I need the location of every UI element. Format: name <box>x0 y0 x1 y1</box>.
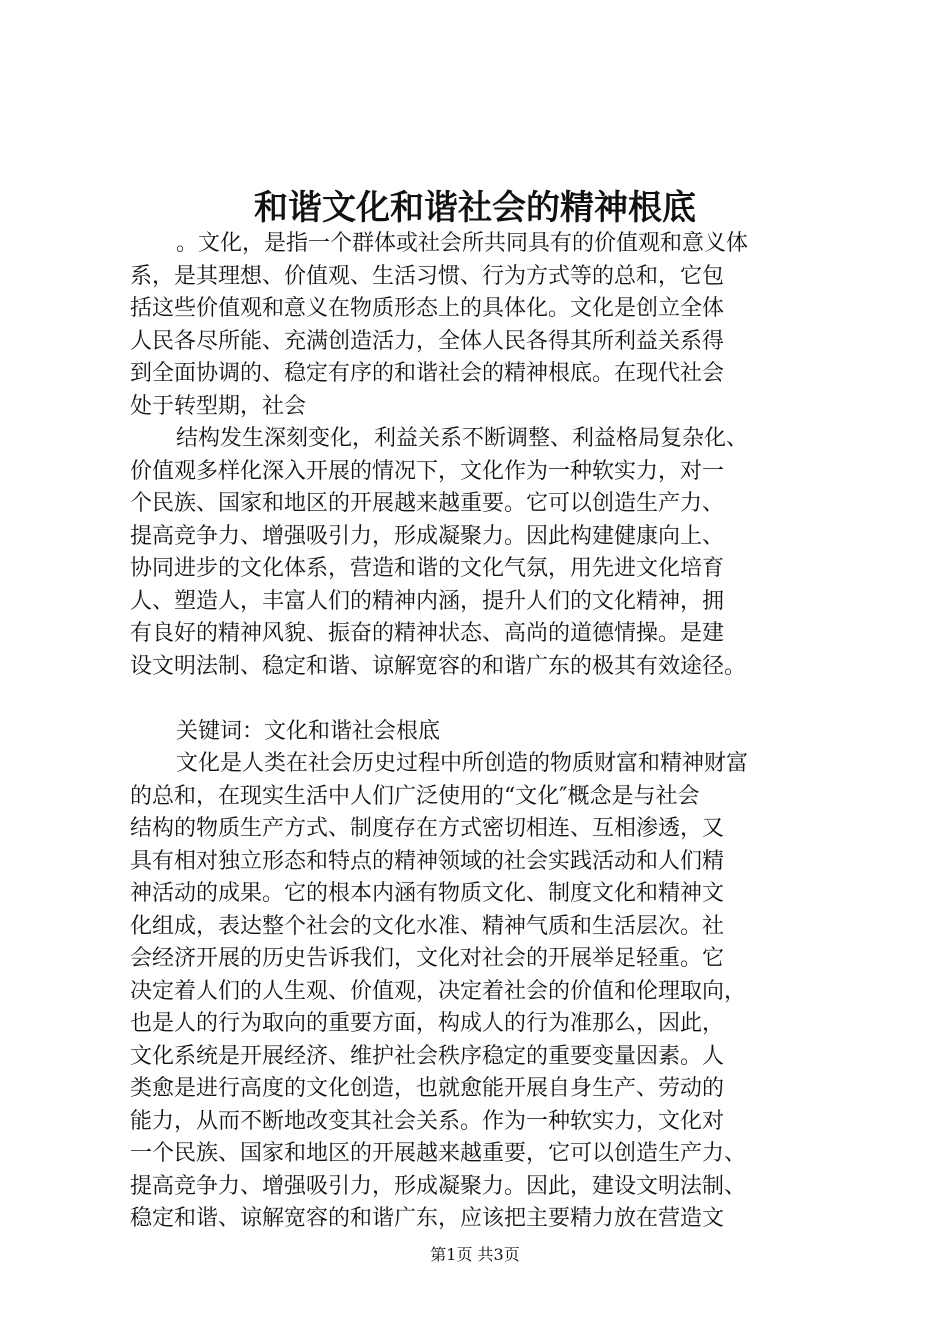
text-line: 括这些价值观和意义在物质形态上的具体化。文化是创立全体 <box>130 296 725 321</box>
blank-line <box>130 683 830 716</box>
text-line: 的总和，在现实生活中人们广泛使用的“文化″概念是与社会 <box>130 783 700 809</box>
text-line: 关键词：文化和谐社会根底 <box>176 718 441 744</box>
text-line: 协同进步的文化体系，营造和谐的文化气氛，用先进文化培育 <box>130 556 725 581</box>
document-title: 和谐文化和谐社会的精神根底 <box>254 188 696 228</box>
text-line: 设文明法制、稳定和谐、谅解宽容的和谐广东的极其有效途径。 <box>130 653 747 679</box>
text-line: 化组成，表达整个社会的文化水准、精神气质和生活层次。社 <box>130 913 725 939</box>
text-line: 价值观多样化深入开展的情况下，文化作为一种软实力，对一 <box>130 458 725 484</box>
document-body <box>130 228 830 1236</box>
text-line: 到全面协调的、稳定有序的和谐社会的精神根底。在现代社会 <box>130 361 725 386</box>
text-line: 神活动的成果。它的根本内涵有物质文化、制度文化和精神文 <box>130 881 725 906</box>
text-line: 具有相对独立形态和特点的精神领域的社会实践活动和人们精 <box>130 848 725 874</box>
text-line: 。文化，是指一个群体或社会所共同具有的价值观和意义体 <box>176 231 749 256</box>
text-line: 类愈是进行高度的文化创造，也就愈能开展自身生产、劳动的 <box>130 1076 725 1101</box>
text-line: 也是人的行为取向的重要方面，构成人的行为准那么，因此， <box>130 1011 725 1036</box>
text-line: 人、塑造人，丰富人们的精神内涵，提升人们的文化精神，拥 <box>130 588 725 614</box>
text-line: 处于转型期，社会 <box>130 393 307 419</box>
page-footer: 第1页 共3页 <box>430 1245 520 1264</box>
text-line: 文化系统是开展经济、维护社会秩序稳定的重要变量因素。人 <box>130 1043 725 1069</box>
text-line: 一个民族、国家和地区的开展越来越重要，它可以创造生产力、 <box>130 1141 747 1166</box>
text-line: 稳定和谐、谅解宽容的和谐广东，应该把主要精力放在营造文 <box>130 1206 725 1231</box>
text-line: 系，是其理想、价值观、生活习惯、行为方式等的总和，它包 <box>130 263 725 289</box>
text-line: 文化是人类在社会历史过程中所创造的物质财富和精神财富 <box>176 751 749 776</box>
text-line: 有良好的精神风貌、振奋的精神状态、高尚的道德情操。是建 <box>130 621 725 646</box>
text-line: 会经济开展的历史告诉我们，文化对社会的开展举足轻重。它 <box>130 946 725 971</box>
text-line: 结构发生深刻变化，利益关系不断调整、利益格局复杂化、 <box>176 426 749 451</box>
text-line: 能力，从而不断地改变其社会关系。作为一种软实力，文化对 <box>130 1108 725 1134</box>
text-line: 人民各尽所能、充满创造活力，全体人民各得其所利益关系得 <box>130 328 725 354</box>
text-line: 决定着人们的人生观、价值观，决定着社会的价值和伦理取向， <box>130 978 747 1004</box>
text-line: 提高竞争力、增强吸引力，形成凝聚力。因此，建设文明法制、 <box>130 1173 747 1199</box>
text-line: 提高竞争力、增强吸引力，形成凝聚力。因此构建健康向上、 <box>130 523 725 549</box>
text-line: 结构的物质生产方式、制度存在方式密切相连、互相渗透，又 <box>130 816 725 841</box>
text-line: 个民族、国家和地区的开展越来越重要。它可以创造生产力、 <box>130 491 725 516</box>
